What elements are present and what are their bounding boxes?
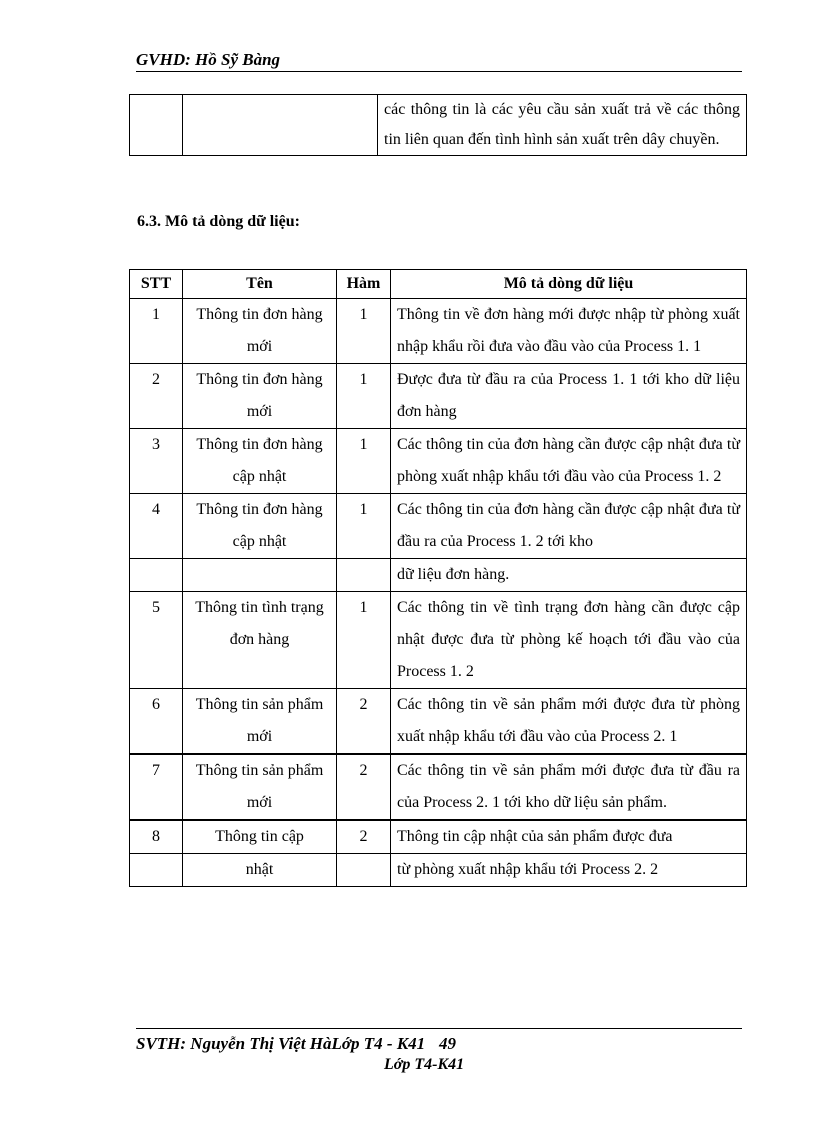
header-desc: Mô tả dòng dữ liệu [391,270,747,299]
header-func: Hàm [337,270,391,299]
stt-cell: 4 [130,494,183,559]
footer-rule [136,1028,742,1029]
page-number: 49 [439,1034,456,1053]
desc-cell: Các thông tin về sản phẩm mới được đưa từ phòng xuất nhập khẩu tới đầu vào của Process 2. 1 [391,689,747,755]
table-header-row [130,270,747,299]
empty-cell [183,95,378,156]
table-row-continued [130,559,747,592]
empty-cell [130,854,183,887]
table-row [130,494,747,559]
stt-cell: 8 [130,820,183,854]
name-cell: Thông tin sản phẩm mới [183,689,337,755]
data-flow-table [129,269,747,887]
name-cell: Thông tin tình trạng đơn hàng [183,592,337,689]
name-cell: Thông tin cập [183,820,337,854]
empty-cell [183,559,337,592]
func-cell: 2 [337,689,391,755]
header-name: Tên [183,270,337,299]
empty-cell [130,95,183,156]
func-cell: 1 [337,299,391,364]
section-title: 6.3. Mô tả dòng dữ liệu: [137,213,300,230]
header-rule [136,71,742,72]
func-cell: 1 [337,364,391,429]
name-cell: Thông tin đơn hàng mới [183,299,337,364]
continuation-table [129,94,747,156]
stt-cell: 6 [130,689,183,755]
empty-cell [337,854,391,887]
table-row-continued [130,854,747,887]
table-row [130,364,747,429]
header-stt: STT [130,270,183,299]
page-header: GVHD: Hồ Sỹ Bàng [136,50,281,69]
footer-class: Lớp T4-K41 [384,1056,465,1073]
name-cell: Thông tin đơn hàng mới [183,364,337,429]
stt-cell: 7 [130,754,183,820]
empty-cell [130,559,183,592]
table-row [130,429,747,494]
name-cell: Thông tin sản phẩm mới [183,754,337,820]
func-cell: 1 [337,592,391,689]
table-row [130,820,747,854]
stt-cell: 5 [130,592,183,689]
desc-cell: Các thông tin của đơn hàng cần được cập nhật đưa từ đầu ra của Process 1. 2 tới kho [391,494,747,559]
footer-author: SVTH: Nguyễn Thị Việt HàLớp T4 - K41 [136,1034,426,1053]
desc-cell: Các thông tin của đơn hàng cần được cập nhật đưa từ phòng xuất nhập khẩu tới đầu vào của Process 1. 2 [391,429,747,494]
func-cell: 2 [337,820,391,854]
desc-cell: Thông tin cập nhật của sản phẩm được đưa [391,820,747,854]
table-row [130,592,747,689]
desc-cell: Các thông tin về sản phẩm mới được đưa từ đầu ra của Process 2. 1 tới kho dữ liệu sản phẩm. [391,754,747,820]
table-row [130,95,747,156]
stt-cell: 2 [130,364,183,429]
func-cell: 1 [337,429,391,494]
desc-cell: Các thông tin về tình trạng đơn hàng cần được cập nhật được đưa từ phòng kế hoạch tới đầu vào của Process 1. 2 [391,592,747,689]
empty-cell [337,559,391,592]
desc-cell: Được đưa từ đầu ra của Process 1. 1 tới kho dữ liệu đơn hàng [391,364,747,429]
name-cell: Thông tin đơn hàng cập nhật [183,494,337,559]
desc-cell-continued: dữ liệu đơn hàng. [391,559,747,592]
name-cell-continued: nhật [183,854,337,887]
func-cell: 1 [337,494,391,559]
name-cell: Thông tin đơn hàng cập nhật [183,429,337,494]
description-cell: các thông tin là các yêu cầu sản xuất trả về các thông tin liên quan đến tình hình sản xuất trên dây chuyền. [378,95,747,156]
desc-cell: Thông tin về đơn hàng mới được nhập từ phòng xuất nhập khẩu rồi đưa vào đầu vào của Process 1. 1 [391,299,747,364]
stt-cell: 1 [130,299,183,364]
func-cell: 2 [337,754,391,820]
stt-cell: 3 [130,429,183,494]
desc-cell-continued: từ phòng xuất nhập khẩu tới Process 2. 2 [391,854,747,887]
table-row [130,689,747,755]
table-row [130,299,747,364]
table-row [130,754,747,820]
